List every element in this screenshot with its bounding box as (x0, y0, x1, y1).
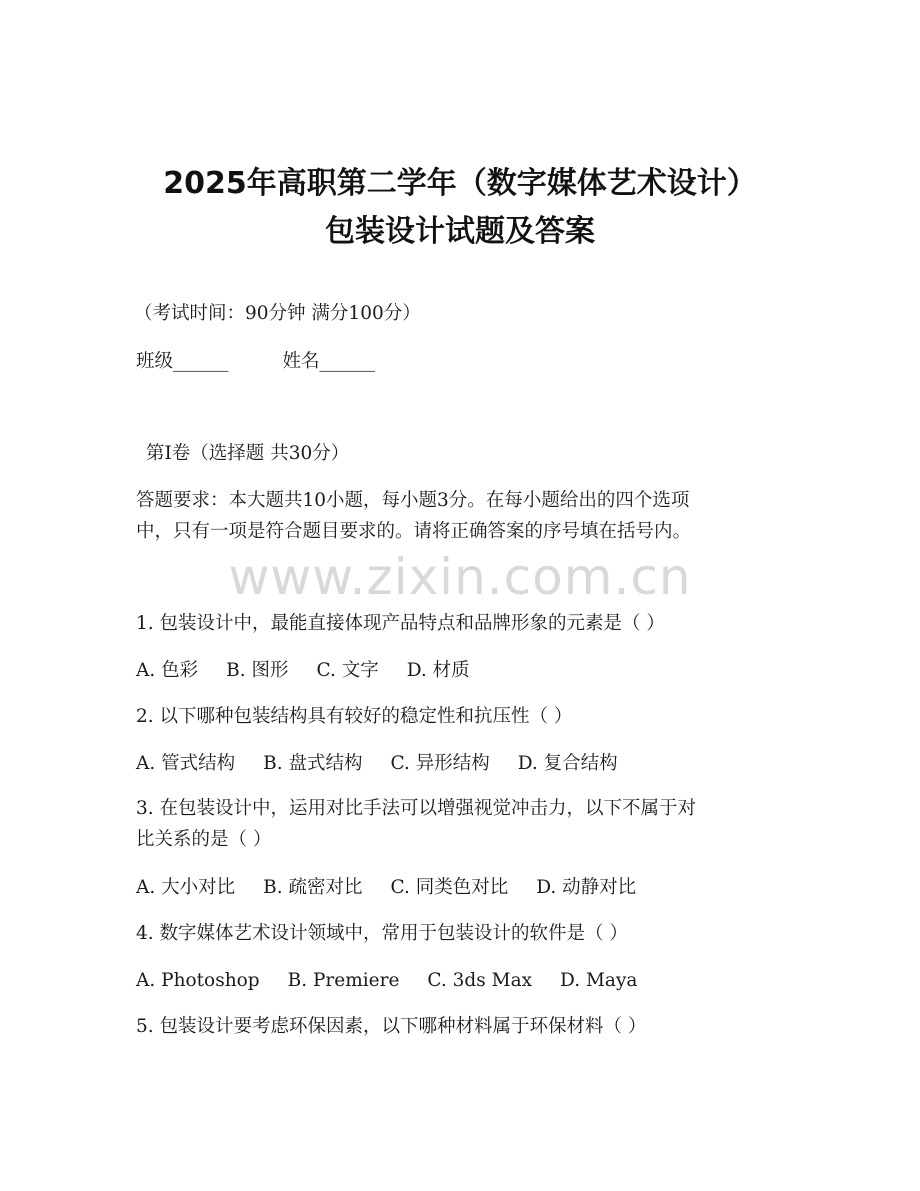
question-3-stem-line1: 3. 在包装设计中，运用对比手法可以增强视觉冲击力，以下不属于对 (136, 798, 697, 819)
option-b: B. Premiere (287, 970, 400, 991)
document-title-line2: 包装设计试题及答案 (325, 214, 595, 249)
name-field: 姓名______ (282, 351, 376, 372)
exam-info: （考试时间：90分钟 满分100分） (134, 303, 421, 324)
question-4-stem: 4. 数字媒体艺术设计领域中，常用于包装设计的软件是（ ） (136, 923, 628, 944)
student-fields (136, 350, 375, 374)
option-c: C. 文字 (316, 660, 379, 681)
option-a: A. Photoshop (136, 970, 260, 991)
option-b: B. 图形 (226, 660, 289, 681)
watermark: www.zixin.com.cn (228, 548, 692, 606)
option-d: D. Maya (560, 970, 638, 991)
class-field: 班级______ (136, 351, 229, 372)
question-2-stem: 2. 以下哪种包装结构具有较好的稳定性和抗压性（ ） (136, 706, 573, 727)
question-1-stem: 1. 包装设计中，最能直接体现产品特点和品牌形象的元素是（ ） (136, 613, 665, 634)
option-a: A. 管式结构 (136, 753, 236, 774)
option-c: C. 3ds Max (427, 970, 533, 991)
option-c: C. 异形结构 (390, 753, 490, 774)
option-d: D. 复合结构 (517, 753, 618, 774)
question-5-stem: 5. 包装设计要考虑环保因素，以下哪种材料属于环保材料（ ） (136, 1016, 647, 1037)
question-2-options (136, 752, 618, 776)
option-b: B. 盘式结构 (263, 753, 363, 774)
instructions-line1: 答题要求：本大题共10小题，每小题3分。在每小题给出的四个选项 (136, 490, 690, 511)
option-a: A. 色彩 (136, 660, 199, 681)
option-b: B. 疏密对比 (263, 877, 363, 898)
option-c: C. 同类色对比 (390, 877, 509, 898)
question-3-options (136, 876, 636, 900)
option-d: D. 材质 (406, 660, 470, 681)
question-1-options (136, 659, 470, 683)
document-title-line1: 2025年高职第二学年（数字媒体艺术设计） (163, 166, 757, 201)
option-a: A. 大小对比 (136, 877, 236, 898)
question-4-options (136, 969, 637, 993)
question-3-stem-line2: 比关系的是（ ） (136, 829, 272, 850)
instructions-line2: 中，只有一项是符合题目要求的。请将正确答案的序号填在括号内。 (136, 521, 692, 542)
option-d: D. 动静对比 (536, 877, 637, 898)
section-heading: 第I卷（选择题 共30分） (146, 443, 350, 464)
